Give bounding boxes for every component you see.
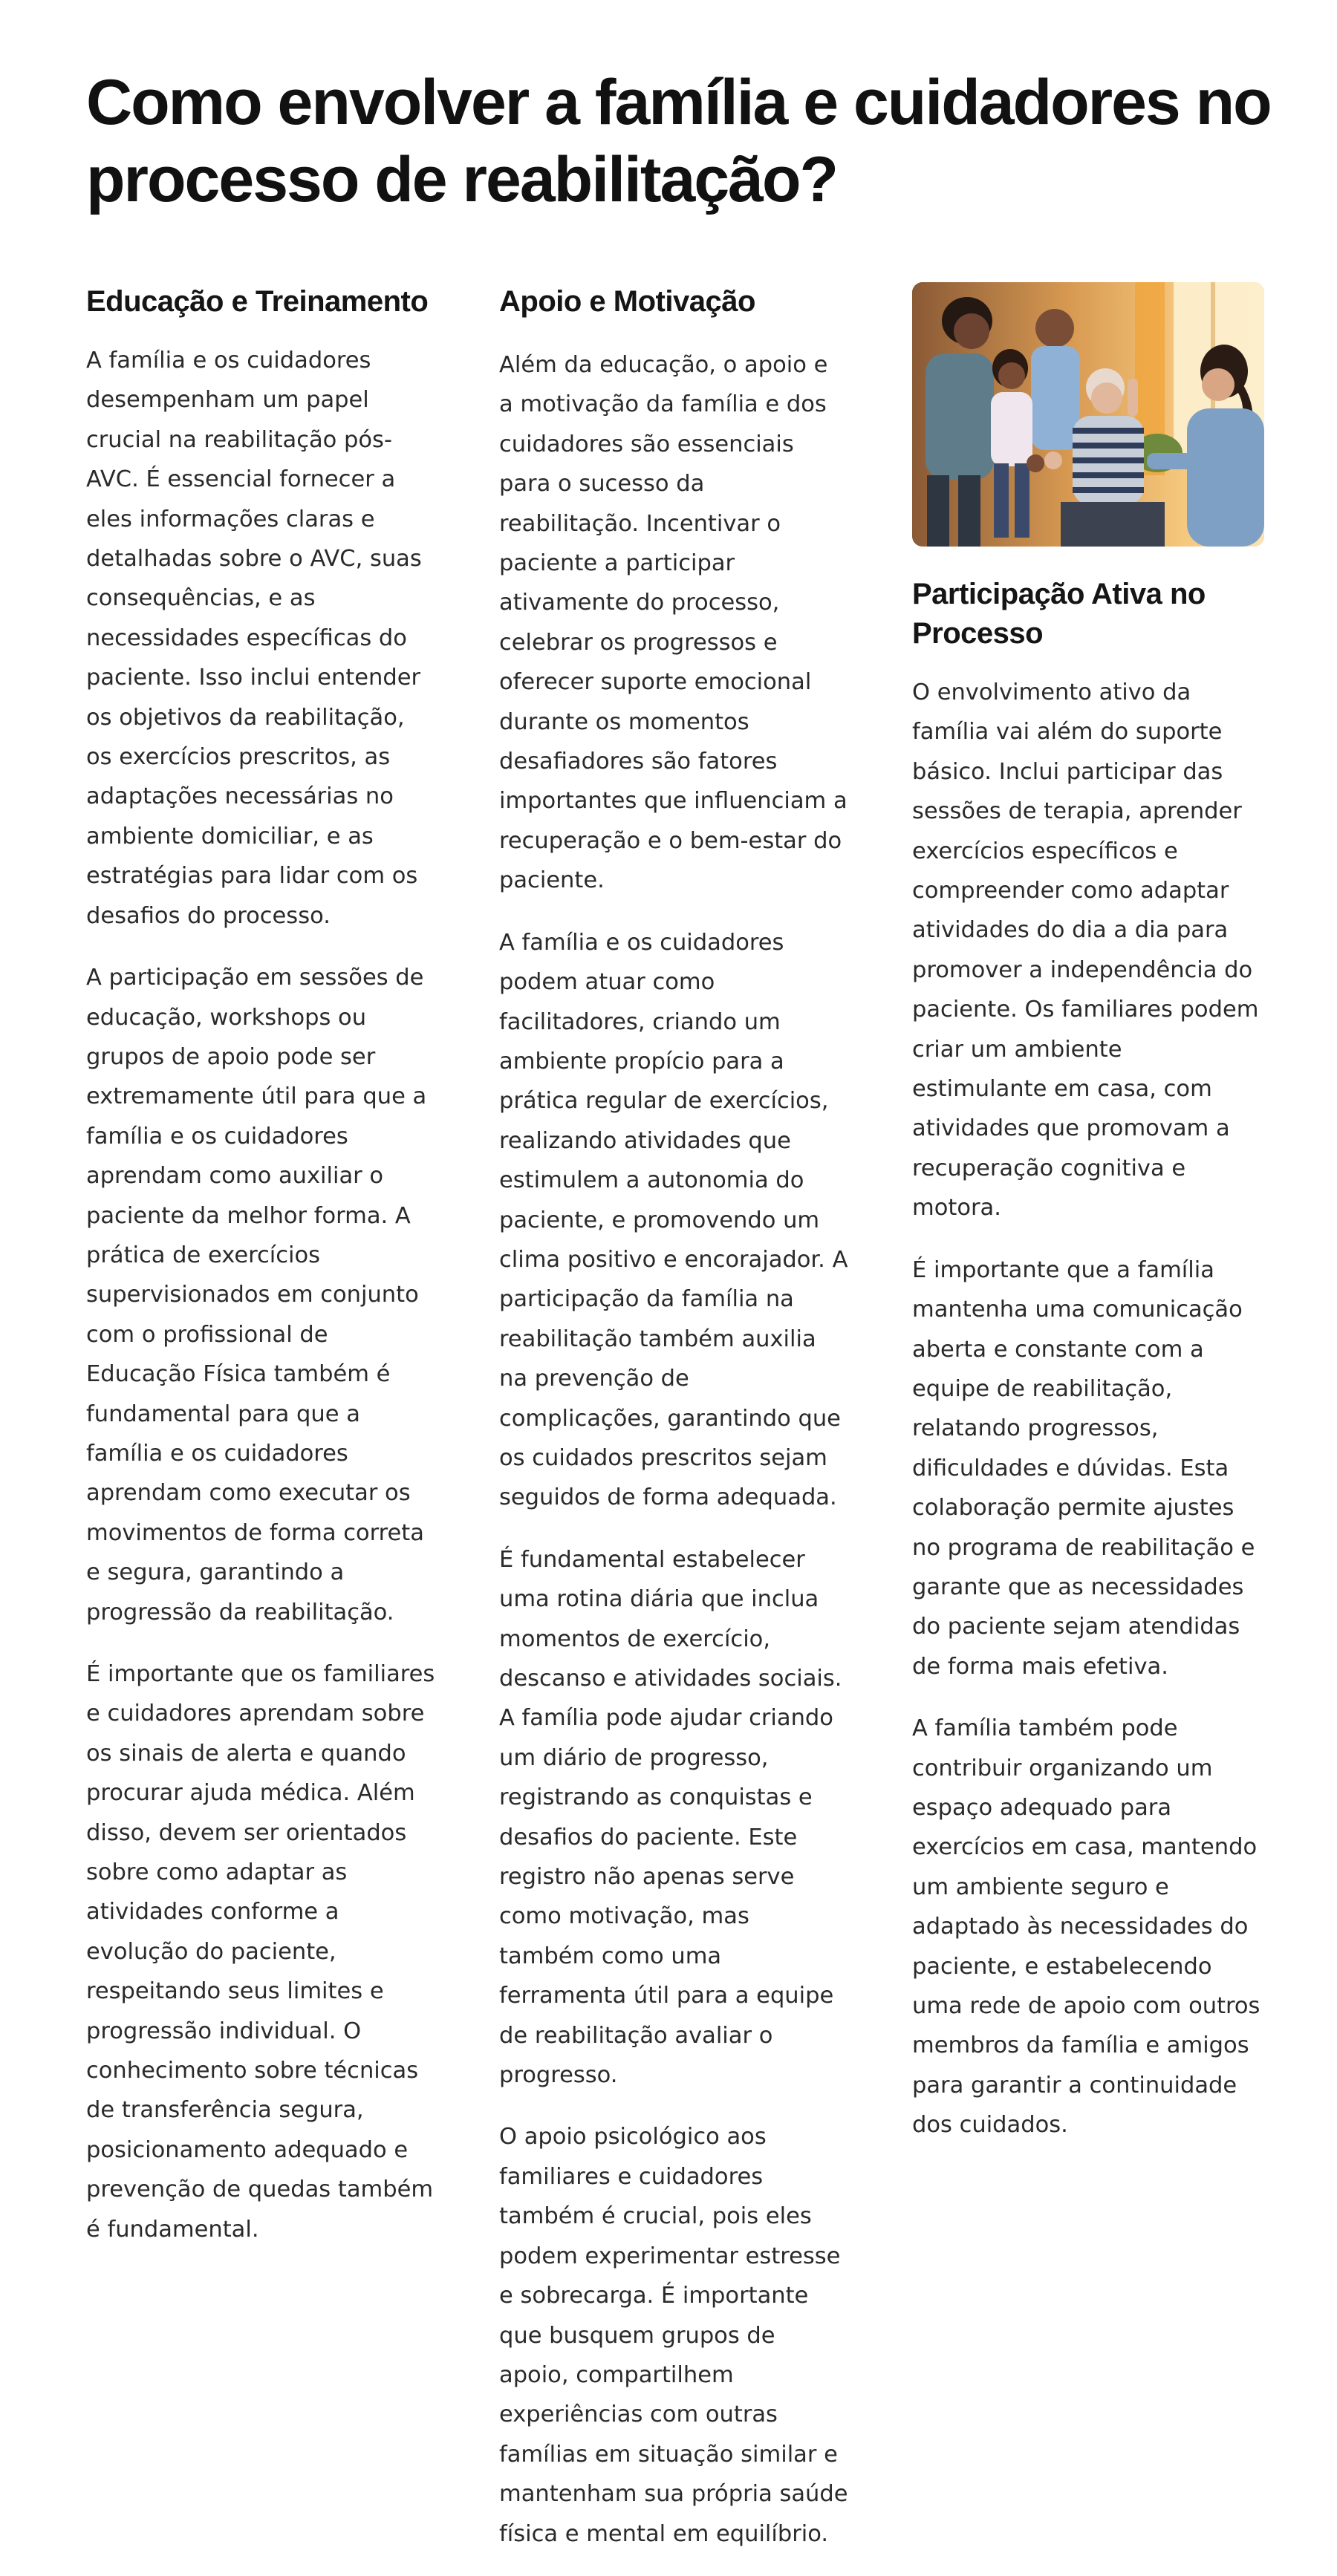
column-support: [499, 282, 848, 2576]
paragraph: A participação em sessões de educação, workshops ou grupos de apoio pode ser extremamente útil para que a família e os cuidadores aprendam como auxiliar o paciente da melhor forma. A prática de exercícios supervisionados em conjunto com o profissional de Educação Física também é fundamental para que a família e os cuidadores aprendam como executar os movimentos de forma correta e segura, garantindo a progressão da reabilitação.: [86, 965, 427, 1626]
paragraph: O apoio psicológico aos familiares e cuidadores também é crucial, pois eles podem experimentar estresse e sobrecarga. É importante que busquem grupos de apoio, compartilhem experiências com outras famílias em situação similar e mantenham sua própria saúde física e mental em equilíbrio.: [499, 2124, 848, 2547]
paragraph: Além da educação, o apoio e a motivação da família e dos cuidadores são essenciais para o sucesso da reabilitação. Incentivar o paciente a participar ativamente do processo, celebrar os progressos e oferecer suporte emocional durante os momentos desafiadores são fatores importantes que influenciam a recuperação e o bem-estar do paciente.: [499, 352, 848, 894]
paragraph: A família também pode contribuir organizando um espaço adequado para exercícios em casa, mantendo um ambiente seguro e adaptado às necessidades do paciente, e estabelecendo uma rede de apoio com outros membros da família e amigos para garantir a continuidade dos cuidados.: [912, 1715, 1260, 2139]
paragraph: A família e os cuidadores desempenham um papel crucial na reabilitação pós-AVC. É essencial fornecer a eles informações claras e detalhadas sobre o AVC, suas consequências, e as necessidades específicas do paciente. Isso inclui entender os objetivos da reabilitação, os exercícios prescritos, as adaptações necessárias no ambiente domiciliar, e as estratégias para lidar com os desafios do processo.: [86, 348, 422, 929]
family-rehab-photo: [912, 282, 1264, 547]
section-heading: Apoio e Motivação: [499, 285, 755, 318]
section-heading: Educação e Treinamento: [86, 285, 429, 318]
paragraph: É importante que a família mantenha uma comunicação aberta e constante com a equipe de reabilitação, relatando progressos, dificuldades e dúvidas. Esta colaboração permite ajustes no programa de reabilitação e garante que as necessidades do paciente sejam atendidas de forma mais efetiva.: [912, 1256, 1255, 1680]
page-title: Como envolver a família e cuidadores no processo de reabilitação?: [86, 67, 1271, 215]
paragraph: A família e os cuidadores podem atuar como facilitadores, criando um ambiente propício para a prática regular de exercícios, realizando atividades que estimulem a autonomia do paciente, e promovendo um clima positivo e encorajador. A participação da família na reabilitação também auxilia na prevenção de complicações, garantindo que os cuidados prescritos sejam seguidos de forma adequada.: [499, 929, 848, 1511]
column-participation: [912, 282, 1261, 2168]
paragraph: É fundamental estabelecer uma rotina diária que inclua momentos de exercício, descanso e atividades sociais. A família pode ajudar criando um diário de progresso, registrando as conquistas e desafios do paciente. Este registro não apenas serve como motivação, mas também como uma ferramenta útil para a equipe de reabilitação avaliar o progresso.: [499, 1546, 842, 2089]
section-heading: Participação Ativa no Processo: [912, 578, 1206, 650]
paragraph: O envolvimento ativo da família vai além do suporte básico. Inclui participar das sessões de terapia, aprender exercícios específicos e compreender como adaptar atividades do dia a dia para promover a independência do paciente. Os familiares podem criar um ambiente estimulante em casa, com atividades que promovam a recuperação cognitiva e motora.: [912, 679, 1259, 1222]
paragraph: É importante que os familiares e cuidadores aprendam sobre os sinais de alerta e quando procurar ajuda médica. Além disso, devem ser orientados sobre como adaptar as atividades conforme a evolução do paciente, respeitando seus limites e progressão individual. O conhecimento sobre técnicas de transferência segura, posicionamento adequado e prevenção de quedas também é fundamental.: [86, 1661, 435, 2243]
column-education: [86, 282, 435, 2272]
